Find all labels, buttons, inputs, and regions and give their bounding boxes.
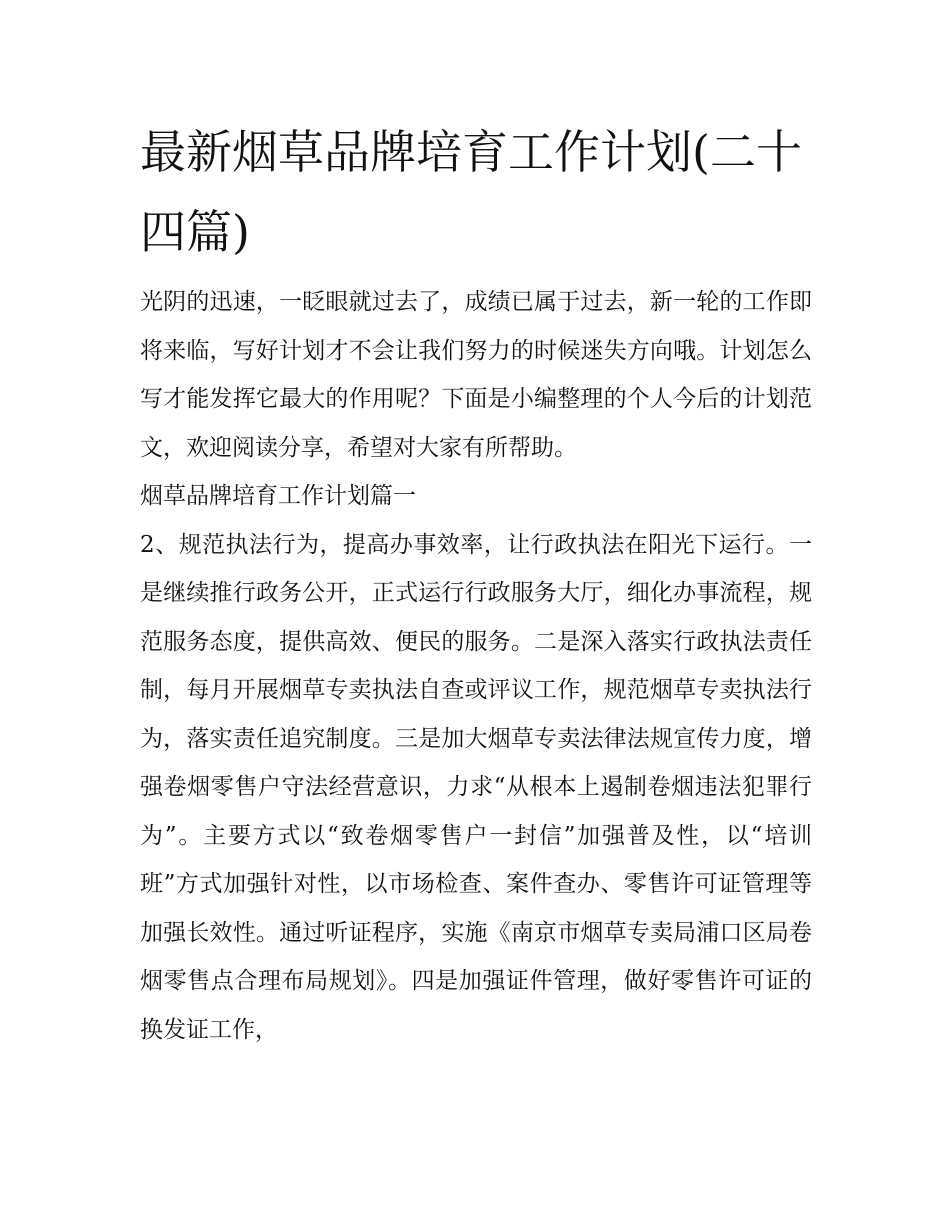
body-paragraph: 2、规范执法行为，提高办事效率，让行政执法在阳光下运行。一是继续推行政务公开，正式运行行政服务大厅，细化办事流程，规范服务态度，提供高效、便民的服务。二是深入落实行政执法责任制，每月开展烟草专卖执法自查或评议工作，规范烟草专卖执法行为，落实责任追究制度。三是加大烟草专卖法律法规宣传力度，增强卷烟零售户守法经营意识，力求“从根本上遏制卷烟违法犯罪行为”。主要方式以“致卷烟零售户一封信”加强普及性，以“培训班”方式加强针对性，以市场检查、案件查办、零售许可证管理等加强长效性。通过听证程序，实施《南京市烟草专卖局浦口区局卷烟零售点合理布局规划》。四是加强证件管理，做好零售许可证的换发证工作， <box>140 531 812 1043</box>
intro-paragraph: 光阴的迅速，一眨眼就过去了，成绩已属于过去，新一轮的工作即将来临，写好计划才不会让我们努力的时候迷失方向哦。计划怎么写才能发挥它最大的作用呢？下面是小编整理的个人今后的计划范文，欢迎阅读分享，希望对大家有所帮助。 <box>140 289 812 461</box>
document-title: 最新烟草品牌培育工作计划(二十四篇) <box>140 125 802 259</box>
section-heading: 烟草品牌培育工作计划篇一 <box>140 483 416 509</box>
document-content <box>140 112 812 1054</box>
